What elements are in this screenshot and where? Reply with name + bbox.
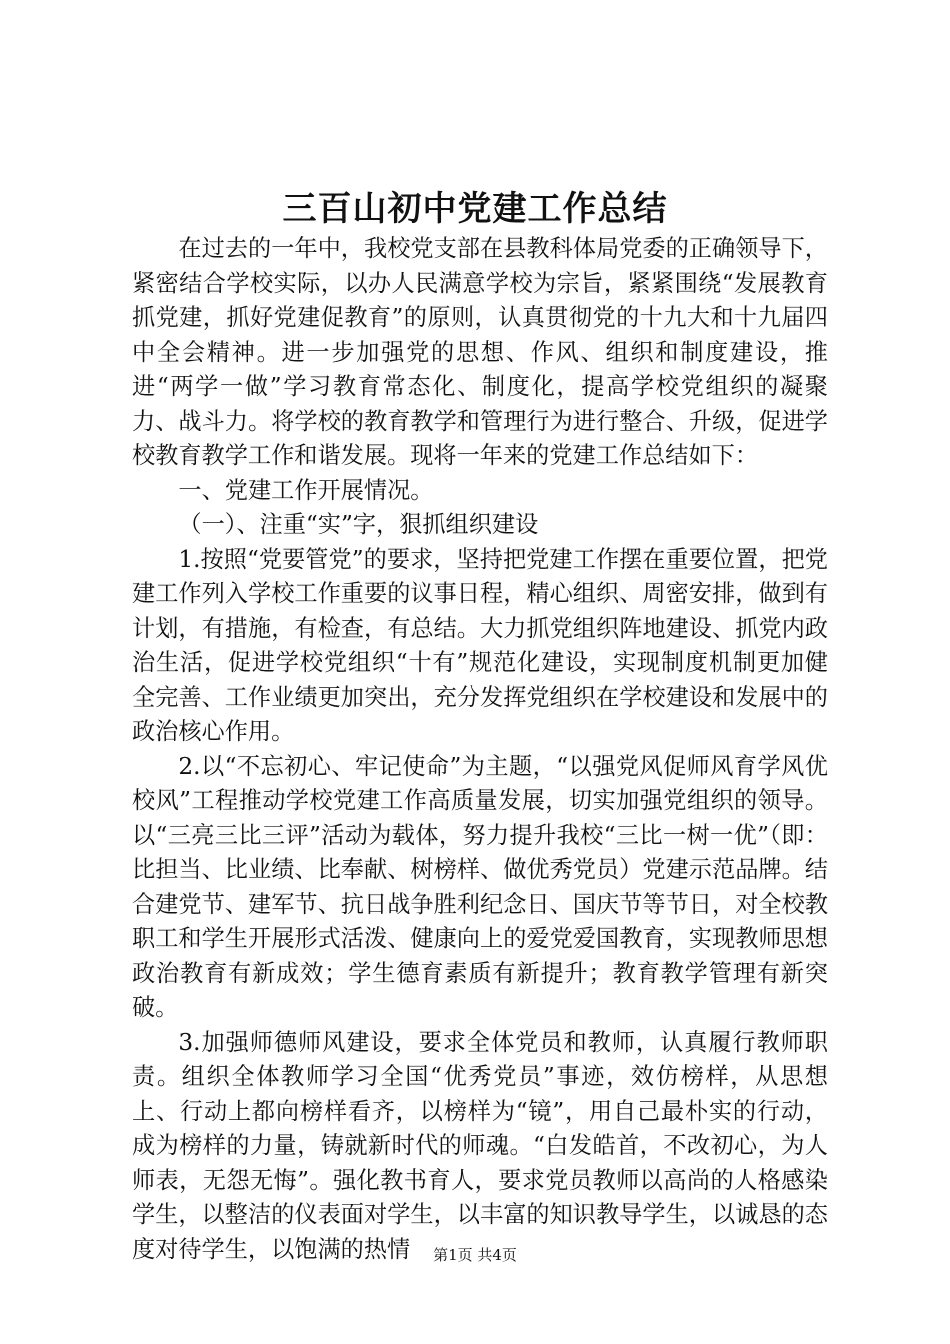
- page-footer: 第1页 共4页: [433, 1246, 517, 1264]
- paragraph-item-2: 2.以“不忘初心、牢记使命”为主题，“以强党风促师风育学风优校风”工程推动学校党建工作高质量发展，切实加强党组织的领导。以“三亮三比三评”活动为载体，努力提升我校“三比一树一优”（即：比担当、比业绩、比奉献、树榜样、做优秀党员）党建示范品牌。结合建党节、建军节、抗日战争胜利纪念日、国庆节等节日，对全校教职工和学生开展形式活泼、健康向上的爱党爱国教育，实现教师思想政治教育有新成效；学生德育素质有新提升；教育教学管理有新突破。: [132, 752, 828, 1021]
- paragraph-item-1: 1.按照“党要管党”的要求，坚持把党建工作摆在重要位置，把党建工作列入学校工作重要的议事日程，精心组织、周密安排，做到有计划，有措施，有检查，有总结。大力抓党组织阵地建设、抓党内政治生活，促进学校党组织“十有”规范化建设，实现制度机制更加健全完善、工作业绩更加突出，充分发挥党组织在学校建设和发展中的政治核心作用。: [132, 545, 828, 745]
- section-heading: 一、党建工作开展情况。: [178, 476, 434, 504]
- paragraph-item-3: 3.加强师德师风建设，要求全体党员和教师，认真履行教师职责。组织全体教师学习全国“优秀党员”事迹，效仿榜样，从思想上、行动上都向榜样看齐，以榜样为“镜”，用自己最朴实的行动，成为榜样的力量，铸就新时代的师魂。“白发皓首，不改初心，为人师表，无怨无悔”。强化教书育人，要求党员教师以高尚的人格感染学生，以整洁的仪表面对学生，以丰富的知识教导学生，以诚恳的态度对待学生，以饱满的热情: [132, 1028, 828, 1263]
- subsection-heading: （一）、注重“实”字，狠抓组织建设: [178, 511, 539, 538]
- document-body: [132, 232, 828, 1267]
- document-title: 三百山初中党建工作总结: [282, 189, 668, 229]
- paragraph-intro: 在过去的一年中，我校党支部在县教科体局党委的正确领导下，紧密结合学校实际，以办人民满意学校为宗旨，紧紧围绕“发展教育抓党建，抓好党建促教育”的原则，认真贯彻党的十九大和十九届四中全会精神。进一步加强党的思想、作风、组织和制度建设，推进“两学一做”学习教育常态化、制度化，提高学校党组织的凝聚力、战斗力。将学校的教育教学和管理行为进行整合、升级，促进学校教育教学工作和谐发展。现将一年来的党建工作总结如下：: [132, 235, 828, 469]
